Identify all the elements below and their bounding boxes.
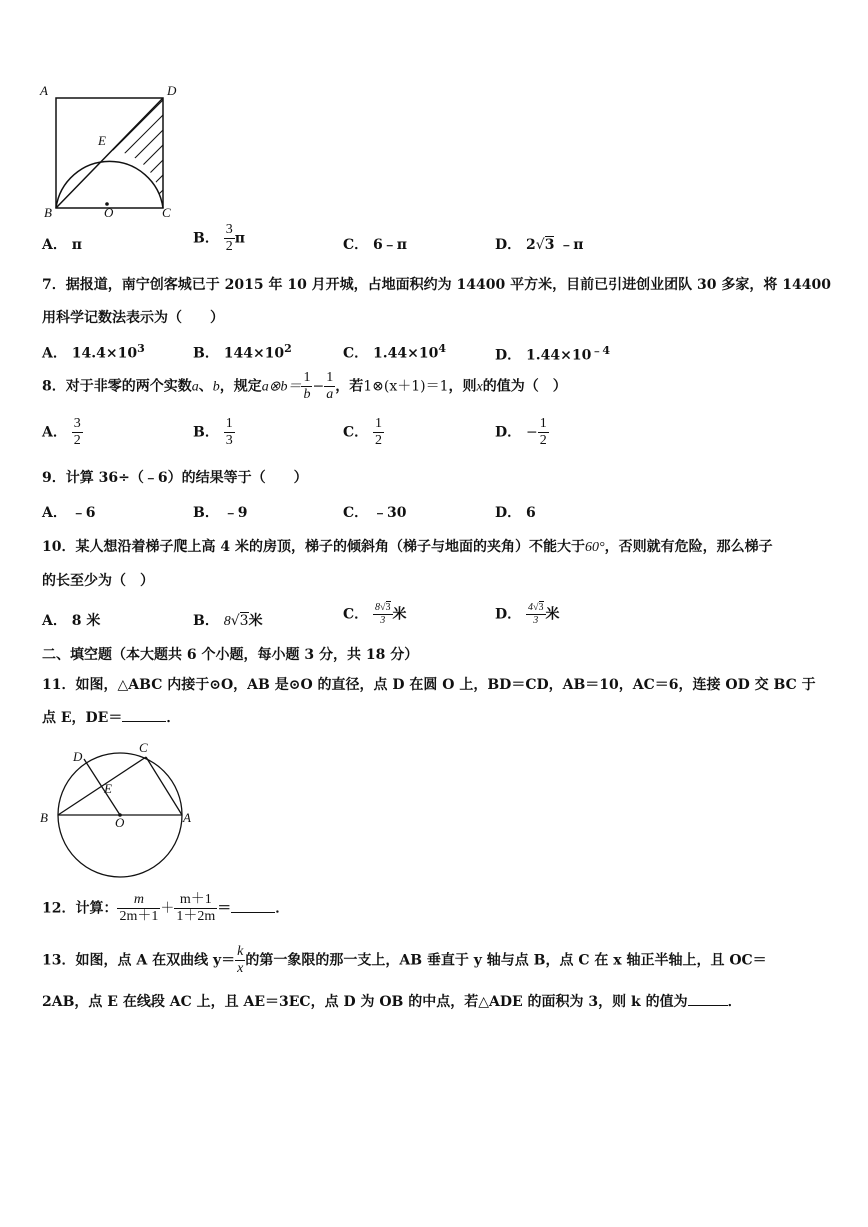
q10-option-d[interactable]: D． $\frac{4√3}{3}$ 米 [495,602,560,626]
chord-ca [146,757,182,815]
label-D: D [167,83,177,98]
q7-option-c[interactable]: C． $1.44\times 10^4$ [343,342,446,362]
q9-stem: 9．计算 36÷（﹣6）的结果等于（ ） [42,470,308,486]
q6-option-a[interactable]: A． π [42,237,82,253]
figure-circle-triangle [38,738,203,878]
label-O: O [115,815,125,830]
figure-square-semicircle [30,78,190,228]
hatch-region [45,88,190,218]
q7-option-b[interactable]: B． $144\times 10^2$ [193,342,292,362]
label-A: A [183,810,191,825]
q8-option-b[interactable]: B． $\frac{1}{3}$ [193,416,233,448]
q12-stem: 12．计算： $\frac{m}{2m+1}$ ＋ $\frac{m+1}{1+2m}$ ＝ ． [42,892,290,924]
q7-option-a[interactable]: A． $14.4\times 10^3$ [42,342,145,362]
q9-option-d[interactable]: D． 6 [495,505,536,521]
q11-answer-blank[interactable] [122,721,166,722]
q7-line2: 用科学记数法表示为（ ） [42,310,224,326]
q9-option-a[interactable]: A． ﹣6 [42,505,96,521]
label-B: B [44,205,52,220]
label-E: E [104,781,112,796]
section-title: 二、填空题（本大题共 6 个小题，每小题 3 分，共 18 分） [42,647,419,663]
q10-line2: 的长至少为（ ） [42,573,154,589]
q13-line2: 2AB，点 E 在线段 AC 上，且 AE＝3EC，点 D 为 OB 的中点，若△ADE 的面积为 3，则 k 的值为 ． [42,994,742,1010]
q11-line2: 点 E，DE＝ ． [42,710,181,726]
q11-line1: 11．如图，△ABC 内接于⊙O，AB 是⊙O 的直径，点 D 在圆 O 上，BD＝CD，AB＝10，AC＝6，连接 OD 交 BC 于 [42,677,816,693]
q12-answer-blank[interactable] [231,912,275,913]
q9-option-c[interactable]: C． ﹣30 [343,505,407,521]
q8-option-d[interactable]: D． − $\frac{1}{2}$ [495,416,547,448]
q6-option-b[interactable]: B． $\frac{3}{2}$ π [193,222,245,254]
q10-line1: 10．某人想沿着梯子爬上高 4 米的房顶，梯子的倾斜角（梯子与地面的夹角）不能大于60°，否则就有危险，那么梯子 [42,539,773,555]
q10-option-c[interactable]: C． $\frac{8√3}{3}$ 米 [343,602,407,626]
segment-od [84,759,120,815]
label-B: B [40,810,48,825]
label-D: D [73,749,83,764]
q10-option-b[interactable]: B． 8√3米 [193,613,263,629]
label-E: E [98,133,106,148]
q6-option-c[interactable]: C． 6﹣π [343,237,408,253]
q13-line1: 13．如图，点 A 在双曲线 y＝ $\frac{k}{x}$ 的第一象限的那一支上，AB 垂直于 y 轴与点 B，点 C 在 x 轴正半轴上，且 OC＝ [42,944,767,976]
diagonal-bd [56,98,163,208]
label-A: A [40,83,48,98]
q7-line1: 7．据报道，南宁创客城已于 2015 年 10 月开城，占地面积约为 14400 平方米，目前已引进创业团队 30 多家，将 14400 [42,277,831,293]
q8-option-c[interactable]: C． $\frac{1}{2}$ [343,416,383,448]
q9-option-b[interactable]: B． ﹣9 [193,505,248,521]
label-C: C [139,740,148,755]
q8-stem: 8．对于非零的两个实数a、b，规定a⊗b＝ $\frac{1}{b}$ − $\frac{1}{a}$ ，若1⊗(x＋1)＝1，则x的值为（ ） [42,370,567,402]
q6-option-d[interactable]: D． 2√3 ﹣π [495,237,584,253]
q13-answer-blank[interactable] [688,1005,728,1006]
q10-option-a[interactable]: A． 8 米 [42,613,101,629]
label-O: O [104,205,114,220]
q8-option-a[interactable]: A． $\frac{3}{2}$ [42,416,81,448]
semicircle [56,161,163,208]
label-C: C [162,205,171,220]
q7-option-d[interactable]: D． $1.44\times 10^{﹣4}$ [495,344,610,364]
